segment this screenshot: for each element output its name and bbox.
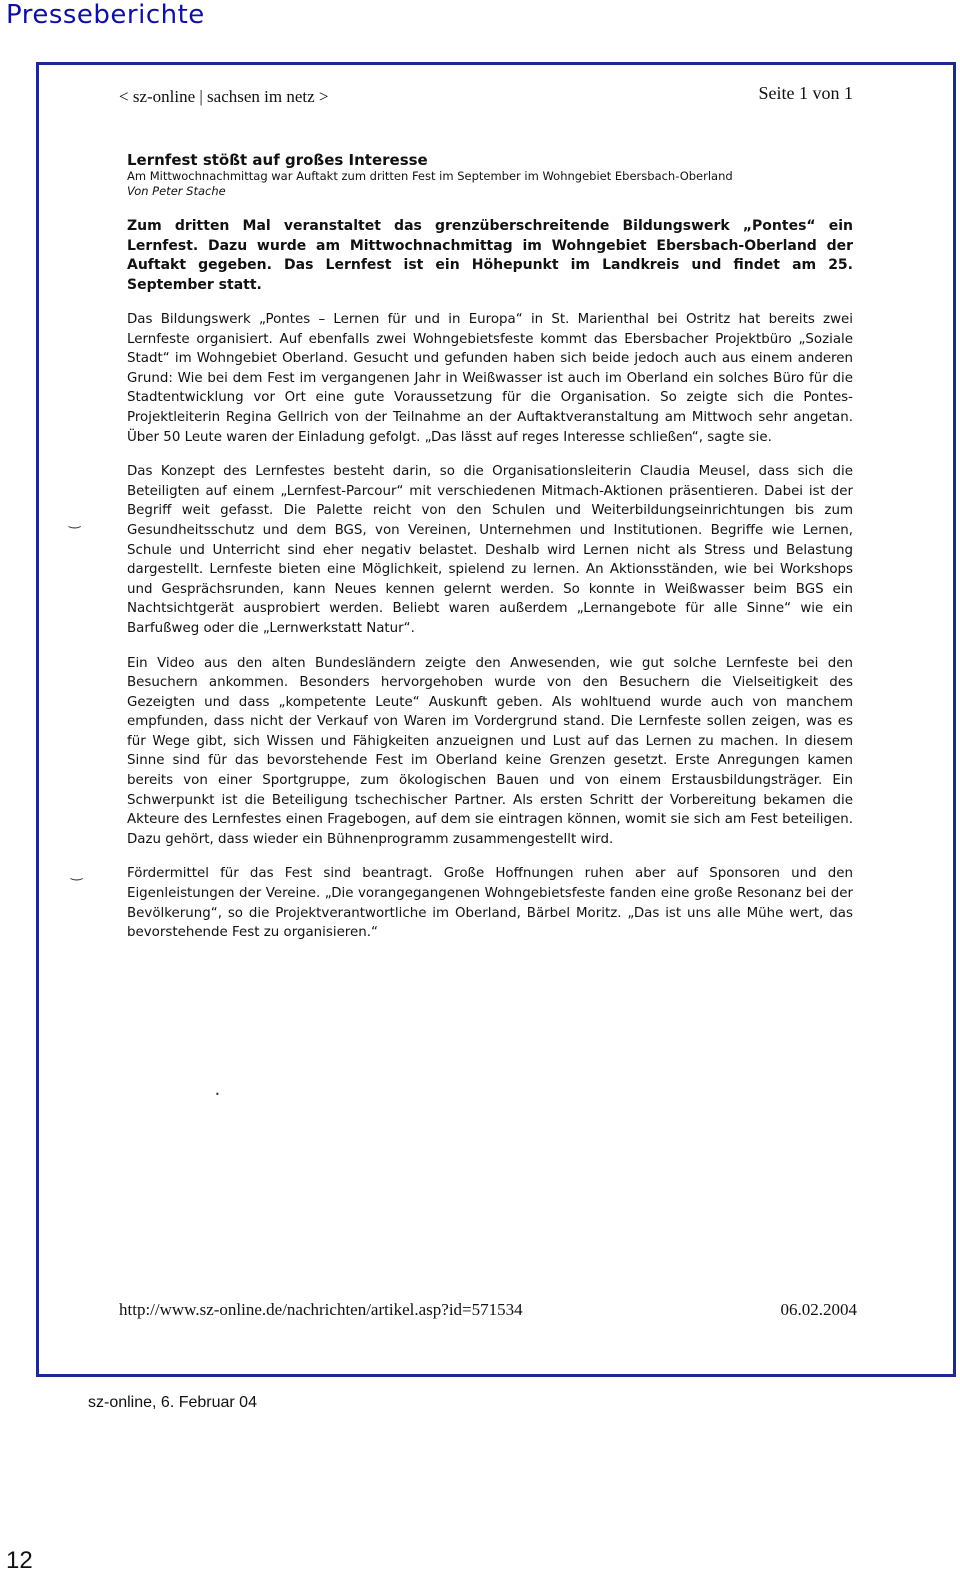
scan-footer-url: http://www.sz-online.de/nachrichten/artikel.asp?id=571534 <box>119 1300 523 1319</box>
scanned-article-frame <box>36 62 956 1377</box>
page-heading: Presseberichte <box>6 0 205 30</box>
article-paragraph: Das Bildungswerk „Pontes – Lernen für und in Europa“ in St. Marienthal bei Ostritz hat bereits zwei Lernfeste organisiert. Auf ebenfalls zwei Wohngebietsfeste kommt das Ebersbacher Projektbüro „Soziale Stadt“ im Wohngebiet Oberland. Gesucht und gefunden haben sich beide jedoch auch aus einem anderen Grund: Wie bei dem Fest im vergangenen Jahr in Weißwasser ist auch im Oberland ein solches Büro für die Stadtentwicklung vor Ort eine gute Voraussetzung für die Organisation. So zeigte sich die Pontes-Projektleiterin Regina Gellrich von der Teilnahme an der Auftaktveranstaltung am Mittwoch sehr angetan. Über 50 Leute waren der Einladung gefolgt. „Das lässt auf reges Interesse schließen“, sagte sie. <box>127 312 853 445</box>
article-author: Von Peter Stache <box>127 184 226 198</box>
scan-punch-mark: ‿ <box>69 513 81 529</box>
article-subline: Am Mittwochnachmittag war Auftakt zum dritten Fest im September im Wohngebiet Ebersbach-Oberland <box>127 169 733 183</box>
article-paragraph: Fördermittel für das Fest sind beantragt. Große Hoffnungen ruhen aber auf Sponsoren und den Eigenleistungen der Vereine. „Die vorangegangenen Wohngebietsfeste fanden eine große Resonanz bei der Bevölkerung“, so die Projektverantwortliche im Oberland, Bärbel Moritz. „Das ist uns alle Mühe wert, das bevorstehende Fest zu organisieren.“ <box>127 866 853 941</box>
article-lead: Zum dritten Mal veranstaltet das grenzüberschreitende Bildungswerk „Pontes“ ein Lernfest. Dazu wurde am Mittwochnachmittag im Wohngebiet Ebersbach-Oberland der Auftakt gegeben. Das Lernfest ist ein Höhepunkt im Landkreis und findet am 25. September statt. <box>127 218 853 293</box>
figure-caption: sz-online, 6. Februar 04 <box>88 1394 257 1411</box>
scan-footer-date: 06.02.2004 <box>780 1300 857 1319</box>
scan-punch-mark: ‿ <box>71 865 83 881</box>
article-paragraph: Das Konzept des Lernfestes besteht darin, so die Organisationsleiterin Claudia Meusel, dass sich die Beteiligten auf einem „Lernfest-Parcour“ mit verschiedenen Mitmach-Aktionen präsentieren. Dabei ist der Begriff weit gefasst. Die Palette reicht von den Schulen und Weiterbildungseinrichtungen bis zum Gesundheitsschutz und dem BGS, von Vereinen, Unternehmen und Institutionen. Begriffe wie Lernen, Schule und Unterricht sind eher negativ belastet. Deshalb wird Lernen nicht als Stress und Belastung dargestellt. Lernfeste bieten eine Möglichkeit, spielend zu lernen. An Aktionsständen, wie bei Workshops und Gesprächsrunden, kann Neues kennen gelernt werden. So konnte in Weißwasser beim BGS ein Nachtsichtgerät ausprobiert werden. Beliebt waren außerdem „Lernangebote für alle Sinne“ wie ein Barfußweg oder die „Lernwerkstatt Natur“. <box>127 464 853 636</box>
scan-header-source: < sz-online | sachsen im netz > <box>119 87 329 106</box>
page-number: 12 <box>6 1547 33 1574</box>
scan-header-page-count: Seite 1 von 1 <box>758 83 853 103</box>
article <box>127 151 853 943</box>
article-paragraph: Ein Video aus den alten Bundesländern zeigte den Anwesenden, wie gut solche Lernfeste bei den Besuchern ankommen. Besonders hervorgehoben wurde von den Besuchern die Vielseitigkeit des Gezeigten und dass „kompetente Leute“ Auskunft geben. Als wohltuend wurde auch von manchem empfunden, dass nicht der Verkauf von Waren im Vordergrund stand. Die Lernfeste sollen zeigen, was es für Wege gibt, sich Wissen und Fähigkeiten anzueignen und Lust auf das Lernen zu machen. In diesem Sinne sind für das bevorstehende Fest im Oberland keine Grenzen gesetzt. Erste Anregungen kamen bereits von einer Sportgruppe, zum ökologischen Bauen und von einem Erstausbildungsträger. Ein Schwerpunkt ist die Beteiligung tschechischer Partner. Als ersten Schritt der Vorbereitung bekamen die Akteure des Lernfestes einen Fragebogen, auf dem sie eintragen können, womit sie sich am Fest beteiligen. Dazu gehört, dass wieder ein Bühnenprogramm zusammengestellt wird. <box>127 655 853 847</box>
scan-dot-mark: • <box>215 1090 220 1099</box>
article-headline: Lernfest stößt auf großes Interesse <box>127 151 428 169</box>
